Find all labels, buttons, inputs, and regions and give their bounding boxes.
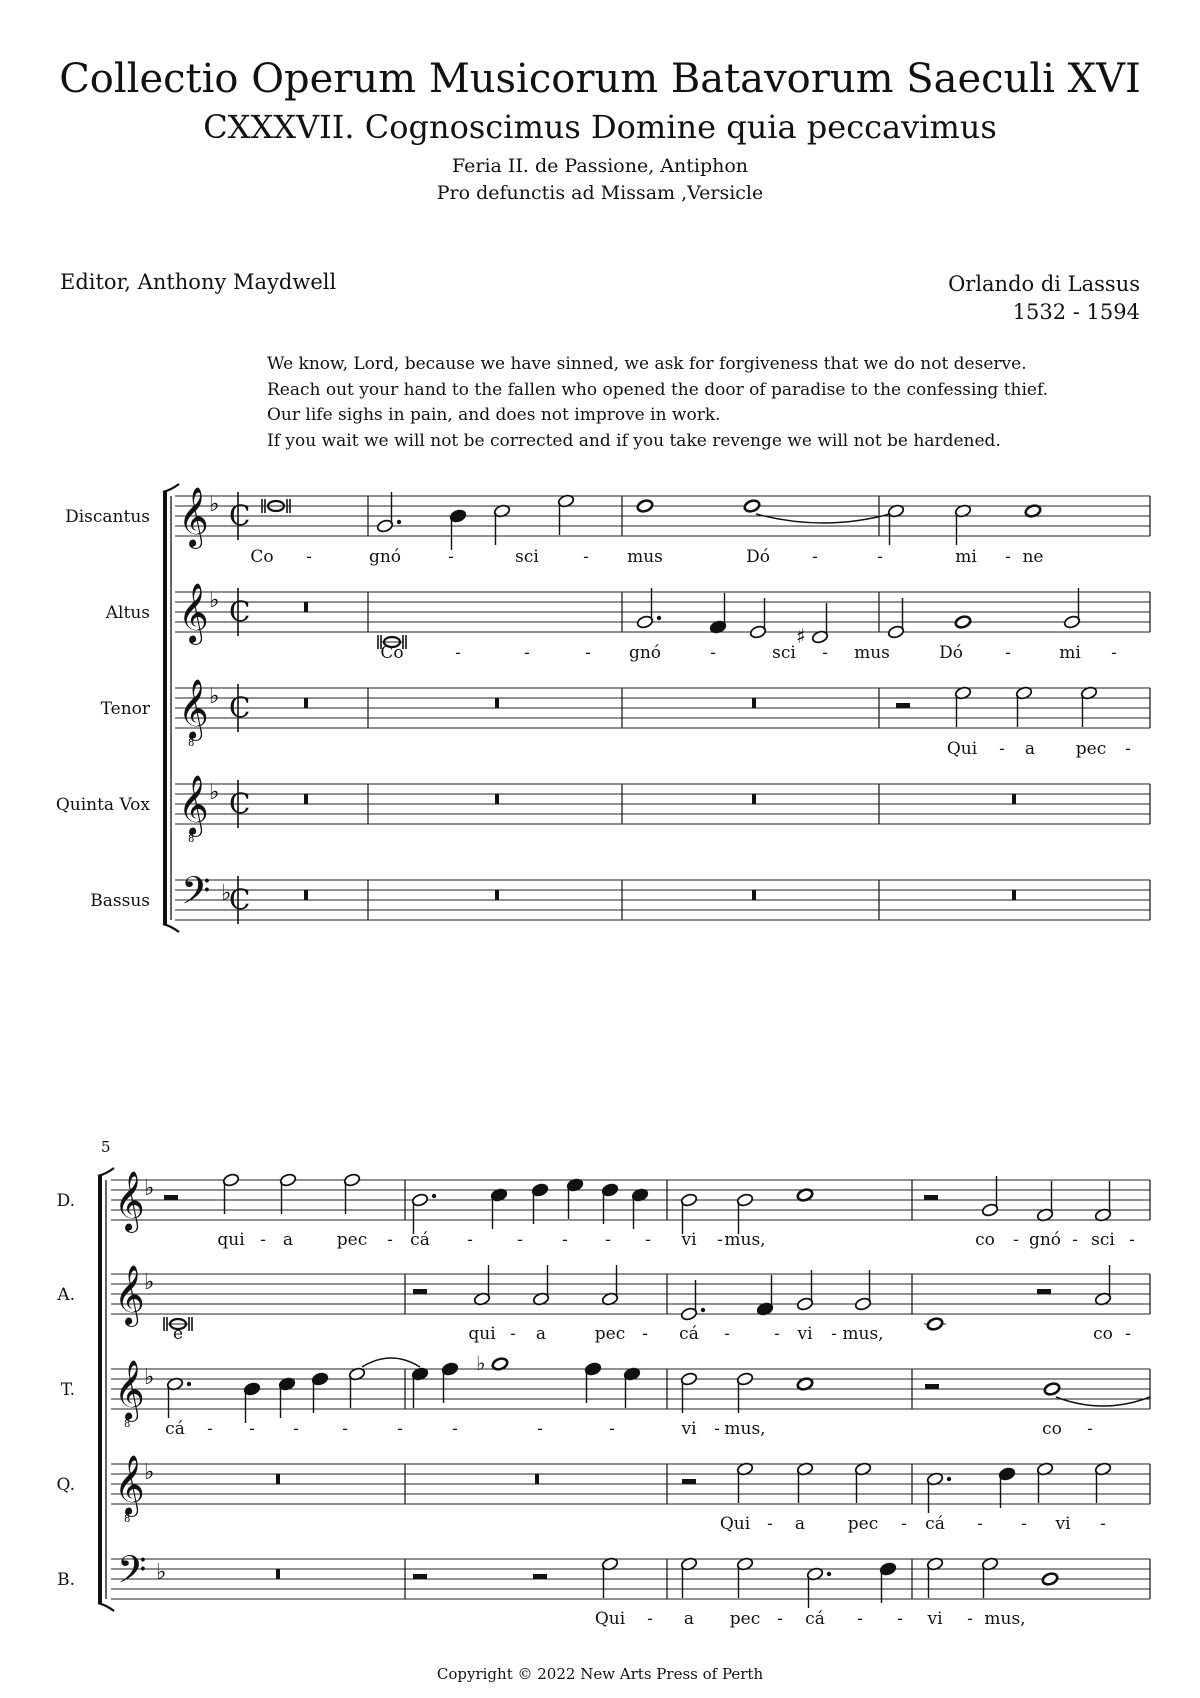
lyric-syllable: - [1087,1419,1093,1439]
bass-clef-icon: 𝄢 [181,868,211,922]
voice-name: Bassus [90,891,150,911]
lyric-syllable: e [172,1324,184,1344]
bracket-hook [163,484,179,492]
cut-time-icon: C [229,787,251,820]
flat-icon: ♭ [209,684,220,709]
lyric-syllable: - [448,547,454,567]
lyric-syllable: - [249,1419,255,1439]
whole-rest-icon [495,794,499,804]
whole-rest-icon [276,1474,280,1484]
whole-rest-icon [304,890,308,900]
lyric-syllable: - [831,1324,837,1344]
lyric-syllable: - [724,1324,730,1344]
measure-number: 5 [101,1138,111,1156]
lyric-syllable: Co [380,643,404,663]
lyric-syllable: sci [515,547,539,567]
lyric-syllable: qui [217,1230,245,1250]
half-rest-icon [682,1479,696,1484]
lyric-syllable: - [517,1230,523,1250]
voice-name: A. [57,1285,75,1305]
lyric-syllable: Qui [946,739,978,759]
voice-name: B. [57,1570,75,1590]
piece-title: CXXXVII. Cognoscimus Domine quia peccavimus [203,108,997,146]
lyric-syllable: - [583,547,589,567]
flat-icon: ♭ [221,881,232,906]
lyric-syllable: - [260,1230,266,1250]
treble-clef-icon: 𝄞 [178,679,209,739]
augmentation-dot [827,1572,831,1576]
lyric-syllable: - [714,1419,720,1439]
whole-rest-icon [495,698,499,708]
octave-mark-icon: 8 [188,738,195,749]
system-bracket [98,1176,102,1603]
lyric-syllable: gnó [1028,1230,1062,1250]
liturgy-line-2: Pro defunctis ad Missam ,Versicle [436,182,764,204]
whole-rest-icon [1012,890,1016,900]
flat-icon: ♭ [209,492,220,517]
flat-icon: ♭ [476,1351,486,1375]
lyric-syllable: pec [729,1609,761,1629]
sharp-icon: ♯ [796,624,806,648]
lyric-syllable: - [1021,1514,1027,1534]
whole-rest-icon [276,1569,280,1579]
augmentation-dot [187,1382,191,1386]
lyric-syllable: - [642,1324,648,1344]
lyric-syllable: - [1013,1230,1019,1250]
lyric-syllable: a [683,1609,695,1629]
lyric-syllable: - [857,1609,863,1629]
lyric-syllable: Dó [939,643,963,663]
lyric-syllable: Qui [594,1609,626,1629]
lyric-syllable: - [609,1419,615,1439]
lyric-syllable: - [767,1514,773,1534]
lyric-syllable: - [455,643,461,663]
lyric-syllable: pec [1075,739,1107,759]
flat-icon: ♭ [209,780,220,805]
octave-mark-icon: 8 [188,834,195,845]
lyric-syllable: vi [681,1230,697,1250]
translation-line: If you wait we will not be corrected and if you take revenge we will not be hardened. [267,430,1001,451]
system-2 [56,1138,1150,1629]
whole-rest-icon [752,794,756,804]
lyric-syllable: - [605,1230,611,1250]
system-1 [56,484,1150,932]
lyric-syllable: pec [594,1324,626,1344]
lyric-syllable: - [897,1609,903,1629]
composer-name: Orlando di Lassus [948,272,1140,296]
lyric-syllable: gnó [628,643,662,663]
half-rest-icon [413,1289,427,1294]
voice-name: Discantus [65,507,150,527]
lyric-syllable: - [1100,1514,1106,1534]
whole-rest-icon [535,1474,539,1484]
augmentation-dot [397,520,401,524]
lyric-syllable: Dó [746,547,770,567]
flat-icon: ♭ [156,1560,167,1585]
lyric-syllable: - [1125,739,1131,759]
lyric-syllable: sci [772,643,796,663]
lyric-syllable: mus [854,643,890,663]
half-rest-icon [925,1384,939,1389]
voice-name: D. [56,1191,75,1211]
lyric-syllable: - [1005,547,1011,567]
octave-mark-icon: 8 [124,1514,131,1525]
tie [756,514,890,523]
lyric-syllable: mus, [984,1609,1026,1629]
lyric-syllable: mi [955,547,977,567]
lyric-syllable: - [207,1419,213,1439]
lyric-syllable: a [282,1230,294,1250]
lyric-syllable: - [467,1230,473,1250]
lyric-syllable: cá [165,1419,185,1439]
half-rest-icon [413,1574,427,1579]
flat-icon: ♭ [209,588,220,613]
flat-icon: ♭ [144,1365,155,1390]
lyric-syllable: - [1005,643,1011,663]
translation-line: We know, Lord, because we have sinned, we ask for forgiveness that we do not deserve. [267,354,1027,374]
lyric-syllable: pec [336,1230,368,1250]
whole-rest-icon [752,698,756,708]
translation-line: Our life sighs in pain, and does not improve in work. [267,405,721,425]
lyric-syllable: mus [627,547,663,567]
augmentation-dot [432,1194,436,1198]
lyric-syllable: mus, [724,1230,766,1250]
lyric-syllable: - [977,1514,983,1534]
lyric-syllable: vi [681,1419,697,1439]
treble-clef-icon: 𝄞 [178,487,209,547]
half-rest-icon [533,1574,547,1579]
voice-name: Q. [56,1475,75,1495]
lyric-syllable: - [999,739,1005,759]
voice-name: Tenor [100,699,150,719]
lyric-syllable: co [975,1230,995,1250]
lyric-syllable: - [452,1419,458,1439]
voice-name: Quinta Vox [55,795,150,815]
tie [1056,1397,1150,1406]
cut-time-icon: C [229,691,251,724]
flat-icon: ♭ [144,1176,155,1201]
lyric-syllable: vi [797,1324,813,1344]
lyric-syllable: - [342,1419,348,1439]
half-rest-icon [1037,1289,1051,1294]
voice-name: Altus [105,603,150,623]
whole-note [743,499,761,514]
whole-note [954,615,972,630]
composer-dates: 1532 - 1594 [1012,300,1140,324]
lyric-syllable: cá [679,1324,699,1344]
bass-clef-icon: 𝄢 [117,1547,147,1601]
lyric-syllable: vi [927,1609,943,1629]
treble-clef-icon: 𝄞 [114,1265,145,1325]
lyric-syllable: - [967,1609,973,1629]
octave-mark-icon: 8 [124,1419,131,1430]
lyric-syllable: - [812,547,818,567]
treble-clef-icon: 𝄞 [114,1455,145,1515]
lyric-syllable: a [794,1514,806,1534]
whole-rest-icon [1012,794,1016,804]
lyric-syllable: - [524,643,530,663]
system-bracket [163,492,167,924]
augmentation-dot [701,1308,705,1312]
half-rest-icon [896,703,910,708]
translation-line: Reach out your hand to the fallen who opened the door of paradise to the confessing thief. [267,379,1049,400]
editor-credit: Editor, Anthony Maydwell [60,270,337,294]
lyric-syllable: - [647,1609,653,1629]
flat-icon: ♭ [144,1270,155,1295]
lyric-syllable: - [877,547,883,567]
lyric-syllable: cá [925,1514,945,1534]
treble-clef-icon: 𝄞 [114,1360,145,1420]
flat-icon: ♭ [144,1460,155,1485]
lyric-syllable: - [397,1419,403,1439]
lyric-syllable: - [585,643,591,663]
lyric-syllable: Qui [719,1514,751,1534]
lyric-syllable: co [1093,1324,1113,1344]
lyric-syllable: a [535,1324,547,1344]
whole-rest-icon [752,890,756,900]
lyric-syllable: cá [410,1230,430,1250]
cut-time-icon: C [229,883,251,916]
liturgy-line-1: Feria II. de Passione, Antiphon [451,155,749,177]
tie [362,1358,420,1367]
lyric-syllable: sci [1091,1230,1115,1250]
whole-rest-icon [304,602,308,612]
lyric-syllable: - [774,1324,780,1344]
treble-clef-icon: 𝄞 [178,583,209,643]
lyric-syllable: - [293,1419,299,1439]
lyric-syllable: - [306,547,312,567]
whole-rest-icon [304,794,308,804]
augmentation-dot [657,616,661,620]
lyric-syllable: ne [1022,547,1044,567]
lyric-syllable: - [645,1230,651,1250]
lyric-syllable: cá [805,1609,825,1629]
whole-rest-icon [304,698,308,708]
augmentation-dot [947,1477,951,1481]
lyric-syllable: qui [468,1324,496,1344]
lyric-syllable: mus, [724,1419,766,1439]
lyric-syllable: pec [847,1514,879,1534]
whole-note [1041,1572,1059,1587]
whole-note [636,499,654,514]
lyric-syllable: - [717,1230,723,1250]
cut-time-icon: C [229,499,251,532]
lyric-syllable: mus, [842,1324,884,1344]
whole-note [1043,1382,1061,1397]
half-rest-icon [164,1195,178,1200]
lyric-syllable: - [1111,643,1117,663]
whole-rest-icon [495,890,499,900]
cut-time-icon: C [229,595,251,628]
treble-clef-icon: 𝄞 [114,1171,145,1231]
lyric-syllable: vi [1055,1514,1071,1534]
lyric-syllable: - [1125,1324,1131,1344]
lyric-syllable: - [1072,1230,1078,1250]
lyric-syllable: - [387,1230,393,1250]
lyric-syllable: mi [1059,643,1081,663]
whole-note [926,1317,944,1332]
lyric-syllable: gnó [368,547,402,567]
lyric-syllable: - [901,1514,907,1534]
bracket-hook [163,924,179,932]
lyric-syllable: - [562,1230,568,1250]
half-rest-icon [924,1195,938,1200]
lyric-syllable: a [1024,739,1036,759]
lyric-syllable: - [510,1324,516,1344]
treble-clef-icon: 𝄞 [178,775,209,835]
lyric-syllable: - [710,643,716,663]
bracket-hook [98,1168,114,1176]
lyric-syllable: - [822,643,828,663]
lyric-syllable: - [1129,1230,1135,1250]
bracket-hook [98,1603,114,1611]
voice-name: T. [60,1380,75,1400]
lyric-syllable: Co [250,547,274,567]
collection-title: Collectio Operum Musicorum Batavorum Saeculi XVI [59,56,1141,102]
lyric-syllable: - [777,1609,783,1629]
lyric-syllable: co [1042,1419,1062,1439]
lyric-syllable: - [537,1419,543,1439]
copyright-notice: Copyright © 2022 New Arts Press of Perth [436,1665,764,1683]
